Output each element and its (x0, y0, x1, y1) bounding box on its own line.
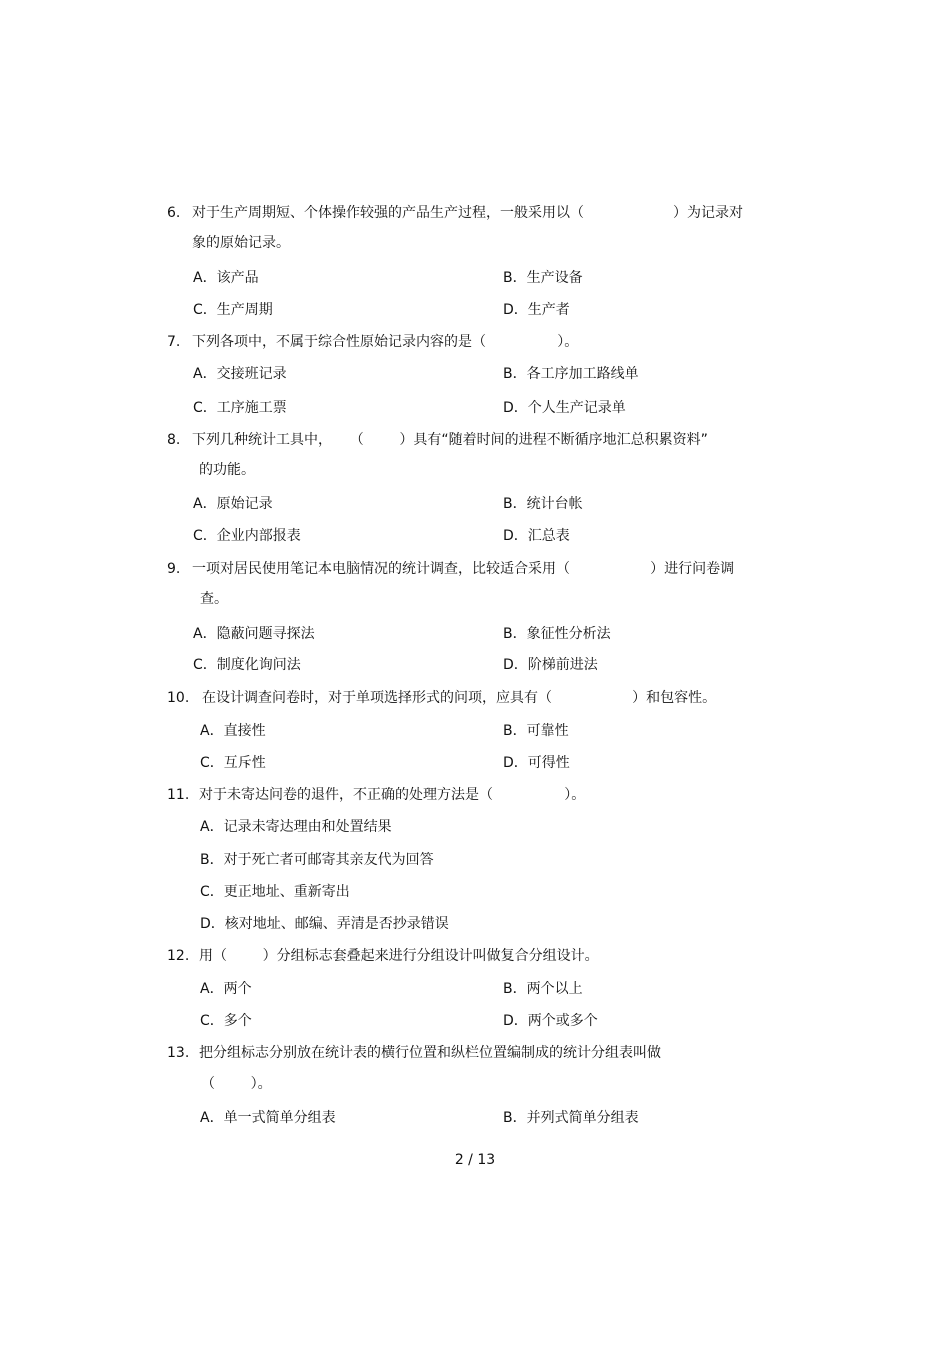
question-number: 12. (167, 948, 190, 964)
question-number: 13. (167, 1045, 190, 1061)
question-stem: 把分组标志分别放在统计表的横行位置和纵栏位置编制成的统计分组表叫做 (199, 1045, 661, 1061)
option-b: B．可靠性 (503, 723, 569, 739)
option-a: A．两个 (200, 981, 252, 997)
option-c: C．生产周期 (193, 302, 273, 318)
option-d: D．个人生产记录单 (503, 400, 626, 416)
question-stem-continued: （ ）。 (201, 1076, 272, 1092)
option-c: C．制度化询问法 (193, 657, 301, 673)
option-c: C．互斥性 (200, 755, 266, 771)
option-b: B．两个以上 (503, 981, 583, 997)
option-a: A．直接性 (200, 723, 266, 739)
option-c: C．多个 (200, 1013, 252, 1029)
option-c: C．更正地址、重新寄出 (200, 884, 350, 900)
option-b: B．象征性分析法 (503, 626, 611, 642)
option-a: A．原始记录 (193, 496, 273, 512)
question-number: 8. (167, 432, 181, 448)
question-number: 9. (167, 561, 181, 577)
question-number: 7. (167, 334, 181, 350)
option-b: B．对于死亡者可邮寄其亲友代为回答 (200, 852, 434, 868)
option-d: D．汇总表 (503, 528, 570, 544)
option-b: B．各工序加工路线单 (503, 366, 639, 382)
option-b: B．统计台帐 (503, 496, 583, 512)
option-d: D．两个或多个 (503, 1013, 598, 1029)
option-a: A．记录未寄达理由和处置结果 (200, 819, 392, 835)
question-number: 11. (167, 787, 190, 803)
option-b: B．生产设备 (503, 270, 583, 286)
option-a: A．单一式简单分组表 (200, 1110, 336, 1126)
option-d: D．核对地址、邮编、弄清是否抄录错误 (200, 916, 449, 932)
option-d: D．生产者 (503, 302, 570, 318)
question-stem-continued: 的功能。 (199, 462, 255, 478)
option-b: B．并列式简单分组表 (503, 1110, 639, 1126)
question-number: 10. (167, 690, 190, 706)
question-stem: 下列各项中，不属于综合性原始记录内容的是（ ）。 (192, 334, 579, 350)
question-stem: 用（ ）分组标志套叠起来进行分组设计叫做复合分组设计。 (199, 948, 599, 964)
question-stem: 下列几种统计工具中， （ ）具有“随着时间的进程不断循序地汇总积累资料” (192, 432, 708, 448)
question-stem: 对于生产周期短、个体操作较强的产品生产过程，一般采用以（ ）为记录对 (192, 205, 744, 221)
question-stem: 一项对居民使用笔记本电脑情况的统计调查，比较适合采用（ ）进行问卷调 (192, 561, 735, 577)
question-stem-continued: 象的原始记录。 (192, 235, 290, 251)
option-c: C．企业内部报表 (193, 528, 301, 544)
question-number: 6. (167, 205, 181, 221)
option-c: C．工序施工票 (193, 400, 287, 416)
option-a: A．交接班记录 (193, 366, 287, 382)
option-a: A．该产品 (193, 270, 259, 286)
option-a: A．隐蔽问题寻探法 (193, 626, 315, 642)
option-d: D．阶梯前进法 (503, 657, 598, 673)
question-stem-continued: 查。 (200, 591, 228, 607)
question-stem: 在设计调查问卷时，对于单项选择形式的问项，应具有（ ）和包容性。 (202, 690, 717, 706)
question-stem: 对于未寄达问卷的退件，不正确的处理方法是（ ）。 (199, 787, 586, 803)
page-indicator: 2 / 13 (454, 1152, 496, 1168)
option-d: D．可得性 (503, 755, 570, 771)
